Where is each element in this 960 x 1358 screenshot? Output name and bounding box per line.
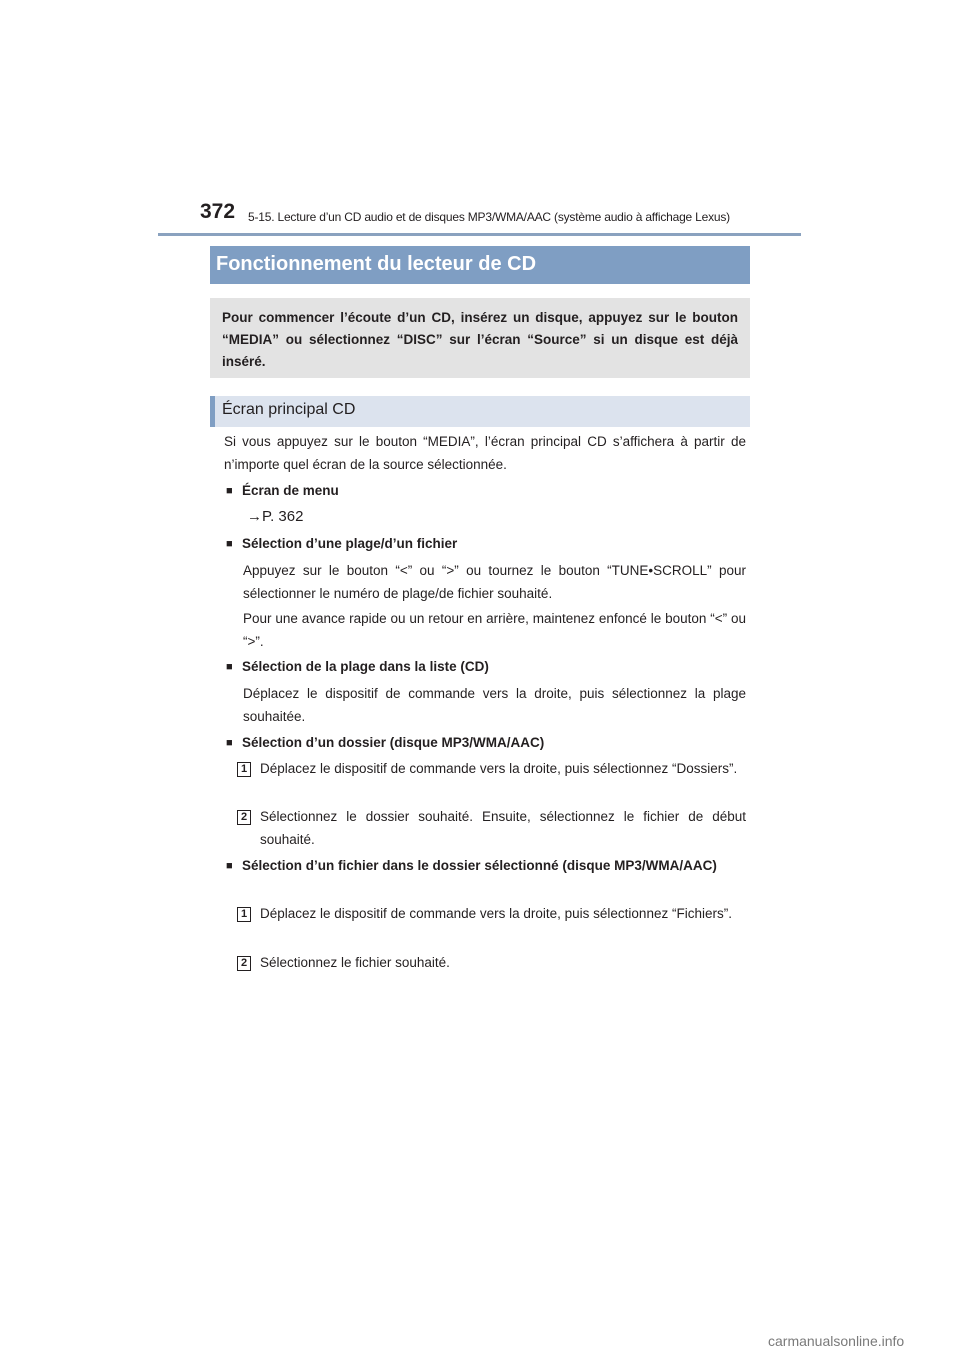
subsection-title (210, 396, 750, 427)
heading-folder: ■ Sélection d’un dossier (disque MP3/WMA/AAC) (226, 732, 746, 754)
subsection-accent (210, 396, 215, 427)
subsection-intro: Si vous appuyez sur le bouton “MEDIA”, l’écran principal CD s’affichera à partir de n’importe quel écran de la source sélectionnée. (224, 434, 746, 472)
file-step-1: 1 Déplacez le dispositif de commande vers la droite, puis sélectionnez “Fichiers”. (237, 903, 746, 926)
footer-watermark: carmanualsonline.info (768, 1333, 905, 1349)
bullet-square-icon: ■ (226, 661, 233, 673)
step-number-badge: 1 (237, 907, 251, 922)
heading-menu: ■ Écran de menu (226, 480, 746, 502)
subsection-title-text: Écran principal CD (222, 401, 356, 418)
track-paragraph-2: Pour une avance rapide ou un retour en arrière, maintenez enfoncé le bouton “<” ou “>”. (243, 611, 746, 649)
page-number: 372 (200, 200, 236, 223)
bullet-square-icon: ■ (226, 737, 233, 749)
list-paragraph: Déplacez le dispositif de commande vers la droite, puis sélectionnez la plage souhaitée. (243, 686, 746, 724)
step-number-badge: 1 (237, 762, 251, 777)
intro-box: Pour commencer l’écoute d’un CD, insérez un disque, appuyez sur le bouton “MEDIA” ou sélectionnez “DISC” sur l’écran “Source” si un disque est déjà inséré. (210, 298, 750, 378)
menu-page-ref: →P. 362 (247, 508, 304, 525)
bullet-square-icon: ■ (226, 538, 233, 550)
folder-step-1: 1 Déplacez le dispositif de commande vers la droite, puis sélectionnez “Dossiers”. (237, 758, 746, 781)
bullet-square-icon: ■ (226, 485, 233, 497)
heading-file: ■ Sélection d’un fichier dans le dossier sélectionné (disque MP3/WMA/AAC) (226, 855, 746, 877)
step-number-badge: 2 (237, 956, 251, 971)
section-title: Fonctionnement du lecteur de CD (210, 246, 750, 284)
bullet-square-icon: ■ (226, 860, 233, 872)
header-rule (158, 233, 801, 236)
heading-list: ■ Sélection de la plage dans la liste (CD) (226, 656, 746, 678)
step-number-badge: 2 (237, 810, 251, 825)
file-step-2: 2 Sélectionnez le fichier souhaité. (237, 952, 746, 975)
header-section-title: 5-15. Lecture d’un CD audio et de disques MP3/WMA/AAC (système audio à affichage Lexus) (248, 210, 730, 224)
heading-track: ■ Sélection d’une plage/d’un fichier (226, 533, 746, 555)
track-paragraph-1: Appuyez sur le bouton “<” ou “>” ou tournez le bouton “TUNE•SCROLL” pour sélectionner le numéro de plage/de fichier souhaité. (243, 563, 746, 601)
folder-step-2: 2 Sélectionnez le dossier souhaité. Ensuite, sélectionnez le fichier de début souhaité. (237, 806, 746, 851)
